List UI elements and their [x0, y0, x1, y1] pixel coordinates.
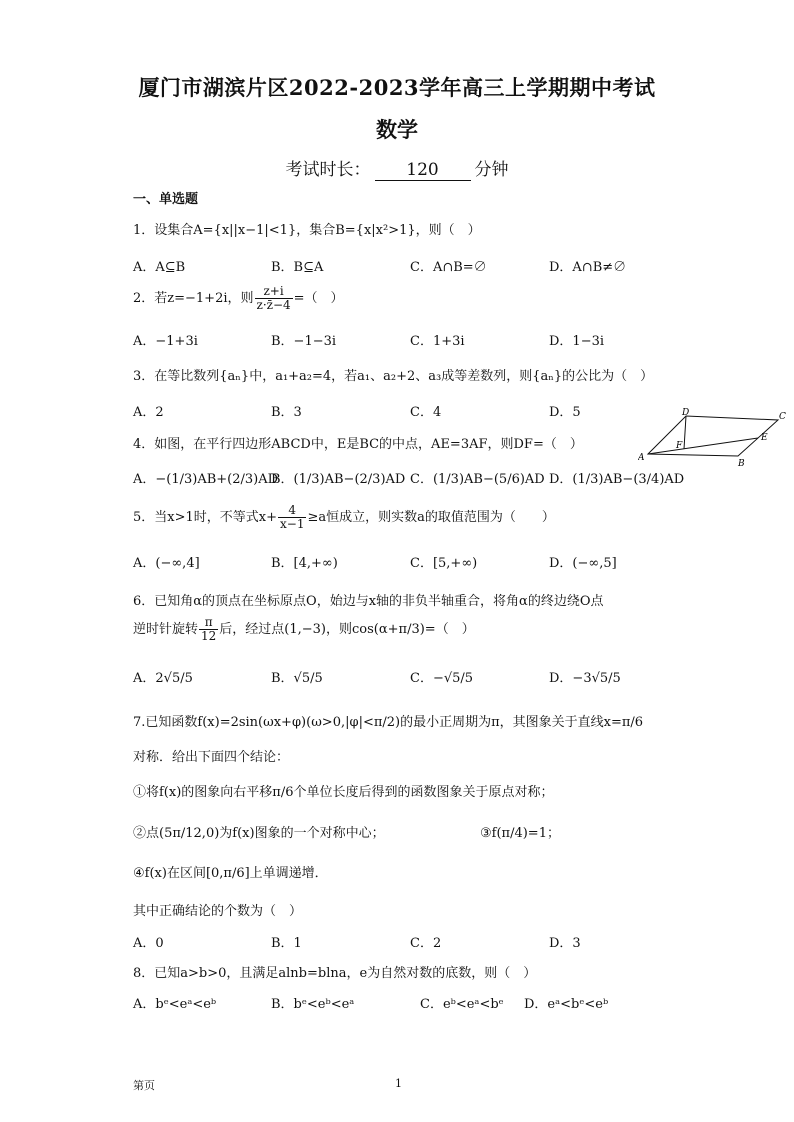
q8-option-b: B．bᵉ<eᵇ<eᵃ	[271, 997, 355, 1012]
footer-page-number: 1	[395, 1077, 402, 1090]
q1-option-d: D．A∩B≠∅	[549, 260, 627, 275]
q4-stem: 4．如图，在平行四边形ABCD中，E是BC的中点，AE=3AF，则DF=（ ）	[133, 437, 583, 452]
exam-title: 厦门市湖滨片区2022-2023学年高三上学期期中考试	[138, 75, 656, 100]
q2-option-c: C．1+3i	[410, 334, 465, 349]
q6-fraction	[199, 616, 218, 643]
duration-prefix: 考试时长：	[285, 160, 371, 180]
q6-stem-line1: 6．已知角α的顶点在坐标原点O，始边与x轴的非负半轴重合，将角α的终边绕O点	[133, 594, 604, 609]
q8-option-d: D．eᵃ<bᵉ<eᵇ	[524, 997, 609, 1012]
parallelogram-outline	[648, 416, 778, 456]
q6-option-a: A．2√5/5	[133, 671, 193, 686]
q3-option-b: B．3	[271, 405, 302, 420]
q7-option-c: C．2	[410, 936, 442, 951]
q2-fraction	[255, 285, 293, 312]
q5-option-a: A．(−∞,4]	[133, 556, 200, 571]
duration-suffix: 分钟	[474, 160, 509, 180]
exam-duration	[0, 155, 794, 181]
segment-df	[684, 416, 686, 449]
q5-frac-num: 4	[278, 504, 306, 518]
q2-frac-den: z·z̄−4	[256, 298, 291, 313]
q7-option-a: A．0	[133, 936, 164, 951]
footer-page-label: 第页	[133, 1079, 155, 1092]
q1-stem: 1．设集合A={x||x−1|<1}，集合B={x|x²>1}，则（ ）	[133, 223, 481, 238]
q5-stem	[133, 504, 555, 531]
label-b: B	[738, 459, 745, 469]
q6-option-b: B．√5/5	[271, 671, 323, 686]
q7-option-b: B．1	[271, 936, 302, 951]
q3-option-a: A．2	[133, 405, 164, 420]
q7-conclusion-2: ②点(5π/12,0)为f(x)图象的一个对称中心；	[133, 826, 385, 841]
q5-stem-pre: 5．当x>1时，不等式x+	[133, 510, 277, 526]
q4-option-b: B．(1/3)AB−(2/3)AD	[271, 472, 406, 487]
q6-stem-line2	[133, 616, 475, 643]
section-heading: 一、单选题	[133, 192, 199, 207]
q7-stem-line2: 对称．给出下面四个结论：	[133, 750, 290, 765]
exam-subject: 数学	[376, 117, 418, 142]
q6-option-d: D．−3√5/5	[549, 671, 621, 686]
q3-stem: 3．在等比数列{aₙ}中，a₁+a₂=4，若a₁、a₂+2、a₃成等差数列，则{aₙ}的公比为（ ）	[133, 369, 654, 384]
segment-ae	[648, 438, 758, 454]
q7-stem-line1: 7.已知函数f(x)=2sin(ωx+φ)(ω>0,|φ|<π/2)的最小正周期为π，其图象关于直线x=π/6	[133, 715, 644, 730]
q5-frac-den: x−1	[280, 517, 305, 532]
q5-option-c: C．[5,+∞)	[410, 556, 478, 571]
q1-option-b: B．B⊆A	[271, 260, 324, 275]
label-e: E	[761, 433, 768, 443]
q8-stem: 8．已知a>b>0，且满足alnb=blna，e为自然对数的底数，则（ ）	[133, 966, 537, 981]
q6-stem2-pre: 逆时针旋转	[133, 622, 199, 638]
q3-option-c: C．4	[410, 405, 442, 420]
q7-conclusion-4: ④f(x)在区间[0,π/6]上单调递增．	[133, 866, 328, 881]
q7-stem-line3: 其中正确结论的个数为（ ）	[133, 904, 303, 919]
q4-option-a: A．−(1/3)AB+(2/3)AD	[133, 472, 279, 487]
duration-value: 120	[375, 160, 471, 181]
q6-frac-num: π	[199, 616, 218, 630]
q6-option-c: C．−√5/5	[410, 671, 474, 686]
q5-option-b: B．[4,+∞)	[271, 556, 338, 571]
q2-stem-post: =（ ）	[293, 291, 344, 307]
parallelogram-figure	[638, 408, 786, 470]
q8-option-c: C．eᵇ<eᵃ<bᵉ	[420, 997, 504, 1012]
q2-frac-num: z+i	[255, 285, 293, 299]
q5-stem-post: ≥a恒成立，则实数a的取值范围为（ ）	[307, 510, 555, 526]
q7-option-d: D．3	[549, 936, 581, 951]
q5-fraction	[278, 504, 306, 531]
q1-option-a: A．A⊆B	[133, 260, 186, 275]
q1-option-c: C．A∩B=∅	[410, 260, 487, 275]
q6-frac-den: 12	[201, 629, 217, 644]
q2-option-b: B．−1−3i	[271, 334, 337, 349]
label-a: A	[638, 453, 645, 463]
label-d: D	[682, 408, 690, 418]
q2-option-d: D．1−3i	[549, 334, 605, 349]
q5-option-d: D．(−∞,5]	[549, 556, 617, 571]
q2-stem-pre: 2．若z=−1+2i，则	[133, 291, 254, 307]
q3-option-d: D．5	[549, 405, 581, 420]
q7-conclusion-1: ①将f(x)的图象向右平移π/6个单位长度后得到的函数图象关于原点对称；	[133, 785, 554, 800]
q7-conclusion-3: ③f(π/4)=1；	[480, 826, 560, 841]
label-c: C	[779, 412, 786, 422]
q4-option-d: D．(1/3)AB−(3/4)AD	[549, 472, 685, 487]
q2-option-a: A．−1+3i	[133, 334, 198, 349]
q6-stem2-post: 后，经过点(1,−3)，则cos(α+π/3)=（ ）	[219, 622, 475, 638]
q4-option-c: C．(1/3)AB−(5/6)AD	[410, 472, 545, 487]
q8-option-a: A．bᵉ<eᵃ<eᵇ	[133, 997, 217, 1012]
q2-stem	[133, 285, 344, 312]
label-f: F	[676, 441, 683, 451]
